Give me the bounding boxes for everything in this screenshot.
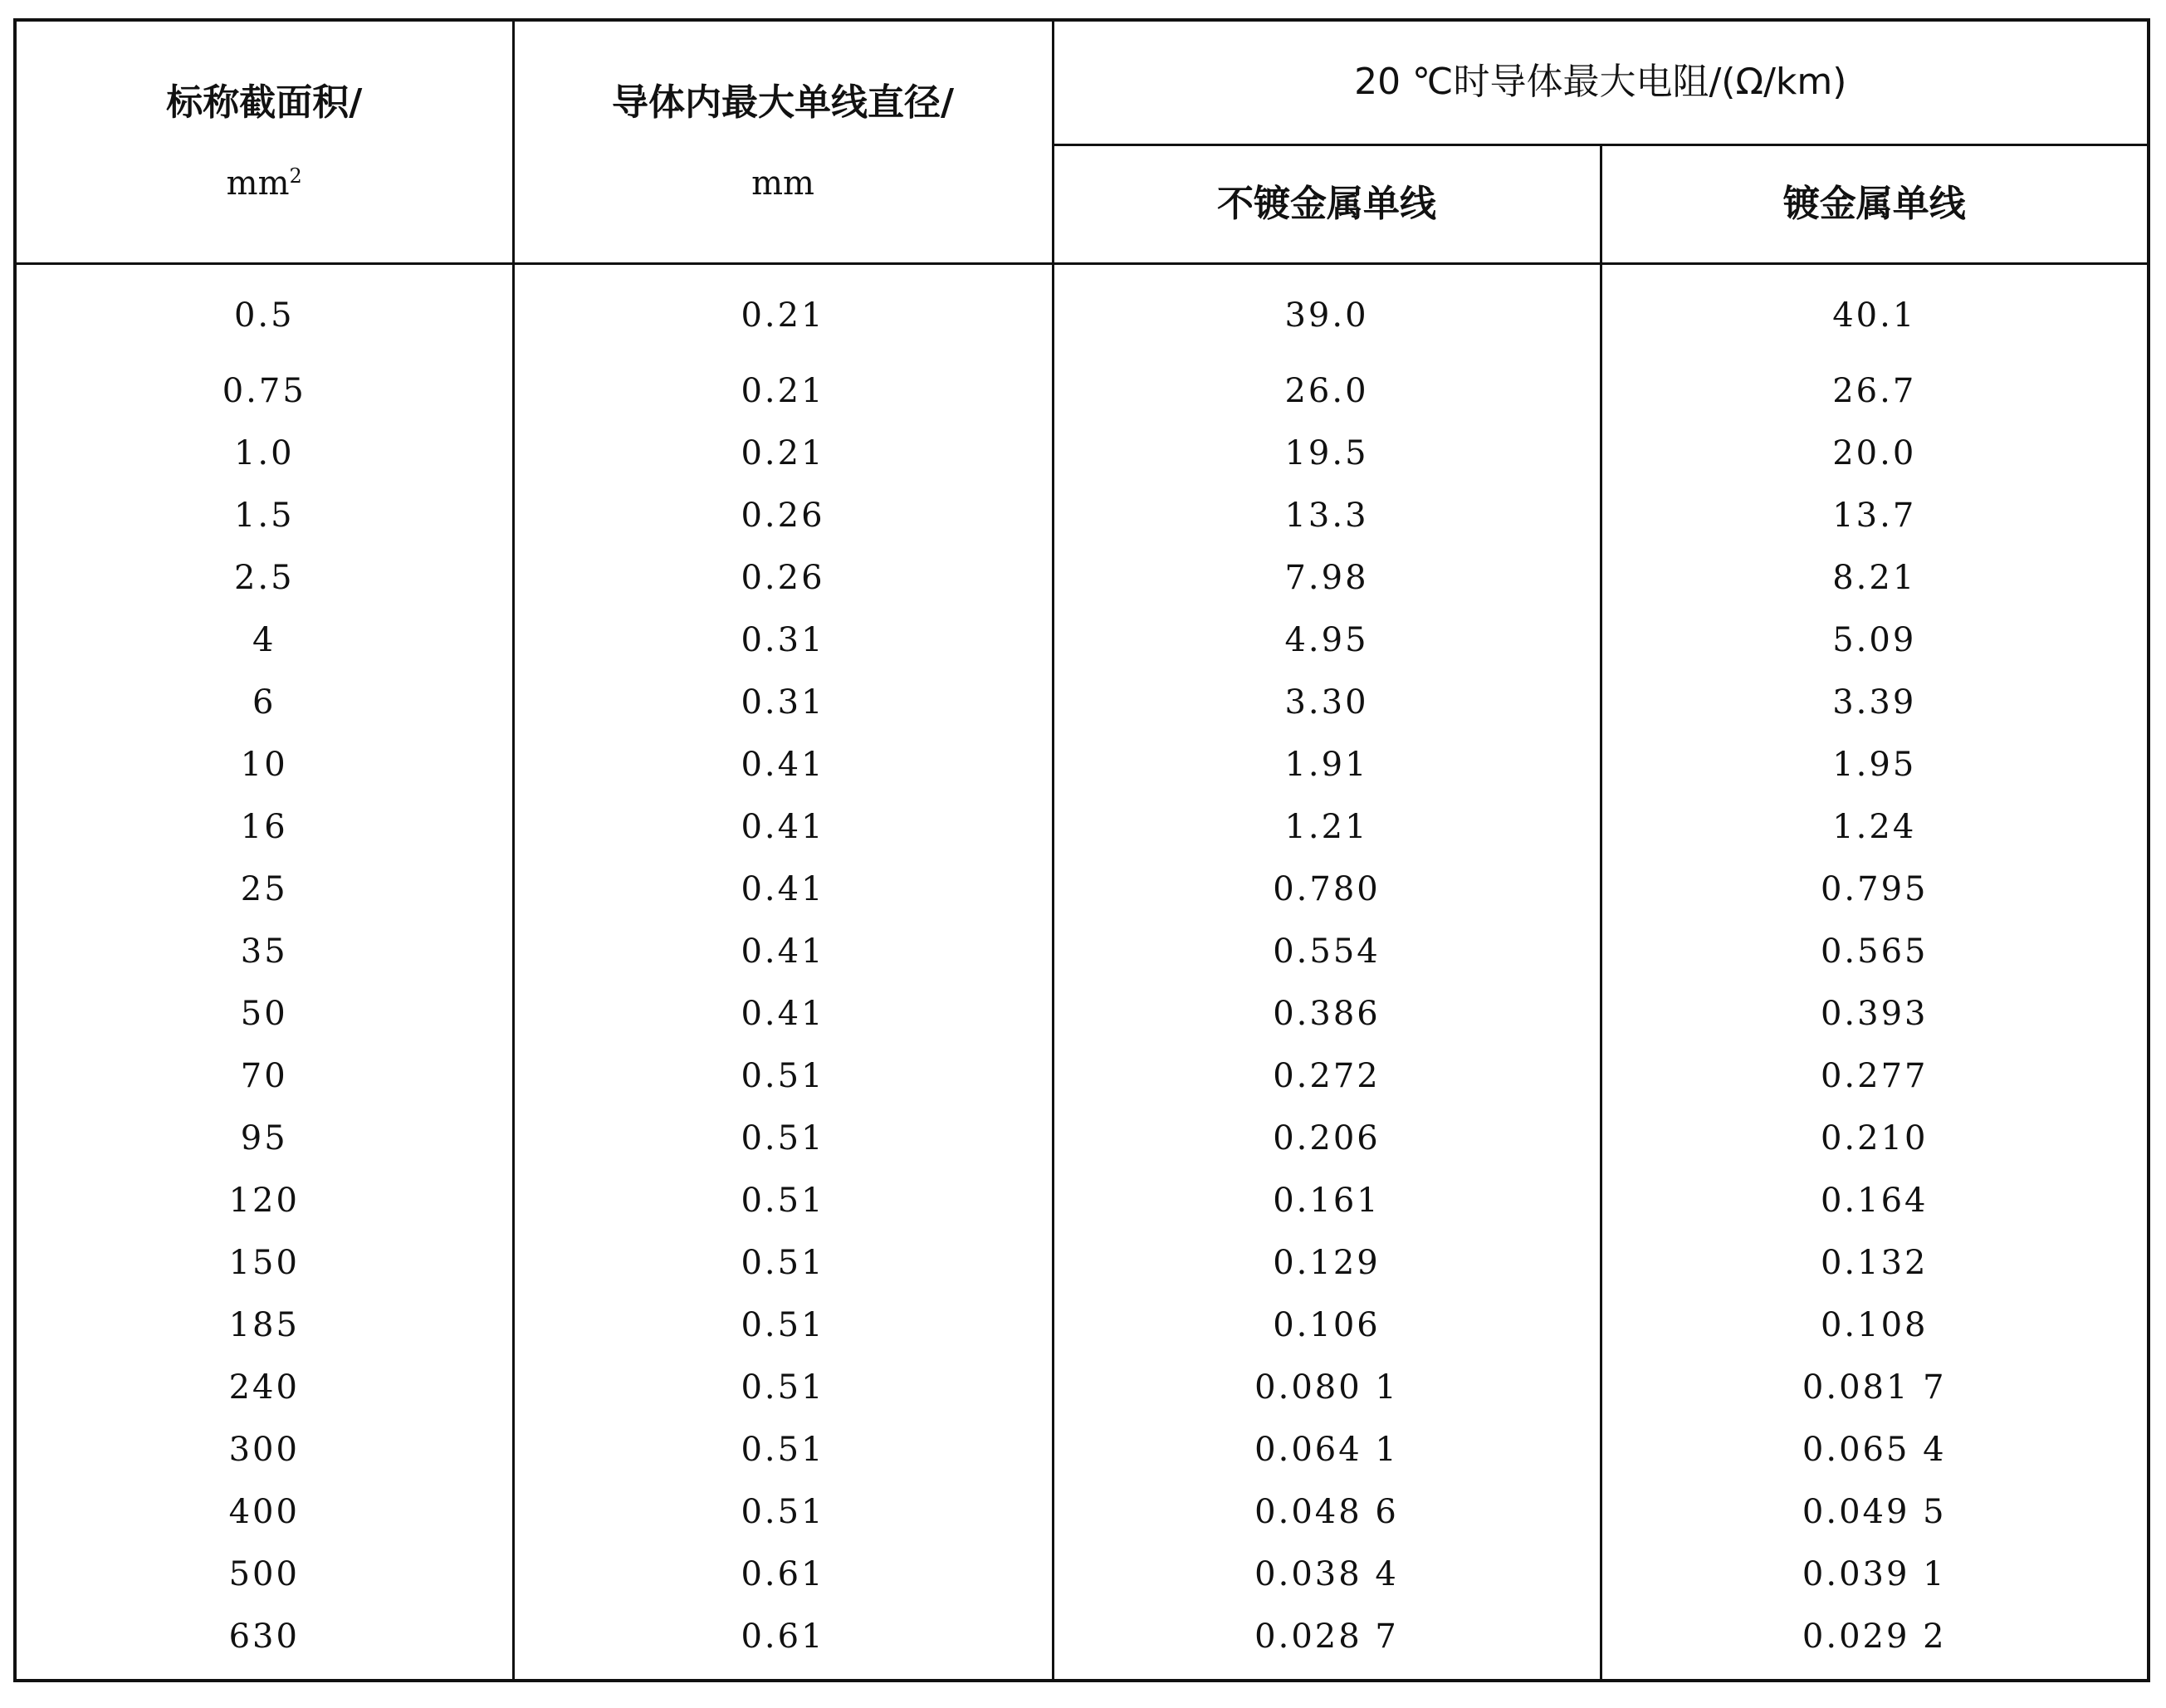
cell-resistance-coated: 0.049 5 bbox=[1601, 1480, 2149, 1543]
cell-wire-diameter: 0.21 bbox=[513, 345, 1053, 422]
cell-resistance-uncoated: 0.028 7 bbox=[1053, 1605, 1601, 1681]
header-max-resistance: 20 ℃时导体最大电阻/(Ω/km) bbox=[1053, 20, 2149, 144]
cell-wire-diameter: 0.26 bbox=[513, 484, 1053, 546]
cell-resistance-uncoated: 1.21 bbox=[1053, 795, 1601, 858]
cell-resistance-coated: 0.210 bbox=[1601, 1107, 2149, 1169]
table-row bbox=[15, 1480, 2149, 1543]
cell-cross-section: 25 bbox=[15, 858, 513, 920]
cell-cross-section: 6 bbox=[15, 671, 513, 733]
cell-resistance-uncoated: 39.0 bbox=[1053, 264, 1601, 345]
cell-wire-diameter: 0.31 bbox=[513, 671, 1053, 733]
cell-resistance-coated: 13.7 bbox=[1601, 484, 2149, 546]
cell-resistance-coated: 0.029 2 bbox=[1601, 1605, 2149, 1681]
table-row bbox=[15, 1418, 2149, 1480]
cell-resistance-uncoated: 0.038 4 bbox=[1053, 1543, 1601, 1605]
cell-wire-diameter: 0.51 bbox=[513, 1231, 1053, 1294]
cell-cross-section: 2.5 bbox=[15, 546, 513, 609]
cell-wire-diameter: 0.51 bbox=[513, 1107, 1053, 1169]
cell-resistance-coated: 3.39 bbox=[1601, 671, 2149, 733]
cell-wire-diameter: 0.61 bbox=[513, 1605, 1053, 1681]
cell-resistance-coated: 0.393 bbox=[1601, 982, 2149, 1045]
cell-resistance-coated: 0.039 1 bbox=[1601, 1543, 2149, 1605]
table-row bbox=[15, 1543, 2149, 1605]
conductor-resistance-table bbox=[13, 18, 2150, 1682]
cell-wire-diameter: 0.31 bbox=[513, 609, 1053, 671]
cell-resistance-uncoated: 0.780 bbox=[1053, 858, 1601, 920]
cell-resistance-uncoated: 0.386 bbox=[1053, 982, 1601, 1045]
cell-resistance-uncoated: 0.080 1 bbox=[1053, 1356, 1601, 1418]
cell-resistance-uncoated: 4.95 bbox=[1053, 609, 1601, 671]
cell-resistance-coated: 20.0 bbox=[1601, 422, 2149, 484]
cell-wire-diameter: 0.51 bbox=[513, 1294, 1053, 1356]
cell-wire-diameter: 0.41 bbox=[513, 920, 1053, 982]
cell-resistance-coated: 0.065 4 bbox=[1601, 1418, 2149, 1480]
cell-resistance-coated: 40.1 bbox=[1601, 264, 2149, 345]
cell-cross-section: 1.5 bbox=[15, 484, 513, 546]
table-row bbox=[15, 858, 2149, 920]
document-page bbox=[13, 18, 2147, 1682]
cell-resistance-uncoated: 0.064 1 bbox=[1053, 1418, 1601, 1480]
cell-cross-section: 0.5 bbox=[15, 264, 513, 345]
table-row bbox=[15, 920, 2149, 982]
cell-resistance-coated: 5.09 bbox=[1601, 609, 2149, 671]
cell-resistance-coated: 26.7 bbox=[1601, 345, 2149, 422]
cell-resistance-uncoated: 0.161 bbox=[1053, 1169, 1601, 1231]
table-row bbox=[15, 1045, 2149, 1107]
header-cross-section-title: 标称截面积/ bbox=[166, 81, 363, 124]
header-cross-section bbox=[15, 20, 513, 264]
cell-resistance-uncoated: 0.048 6 bbox=[1053, 1480, 1601, 1543]
cell-wire-diameter: 0.41 bbox=[513, 982, 1053, 1045]
cell-resistance-uncoated: 26.0 bbox=[1053, 345, 1601, 422]
cell-cross-section: 1.0 bbox=[15, 422, 513, 484]
header-max-wire-diameter bbox=[513, 20, 1053, 264]
cell-resistance-coated: 0.081 7 bbox=[1601, 1356, 2149, 1418]
table-body bbox=[15, 264, 2149, 1681]
header-coated-wire: 镀金属单线 bbox=[1601, 144, 2149, 264]
cell-cross-section: 95 bbox=[15, 1107, 513, 1169]
cell-resistance-coated: 0.108 bbox=[1601, 1294, 2149, 1356]
cell-cross-section: 10 bbox=[15, 733, 513, 795]
cell-cross-section: 50 bbox=[15, 982, 513, 1045]
table-row bbox=[15, 1356, 2149, 1418]
cell-wire-diameter: 0.21 bbox=[513, 422, 1053, 484]
cell-cross-section: 185 bbox=[15, 1294, 513, 1356]
table-row bbox=[15, 264, 2149, 345]
cell-resistance-uncoated: 1.91 bbox=[1053, 733, 1601, 795]
cell-cross-section: 35 bbox=[15, 920, 513, 982]
cell-cross-section: 70 bbox=[15, 1045, 513, 1107]
cell-wire-diameter: 0.41 bbox=[513, 858, 1053, 920]
cell-cross-section: 300 bbox=[15, 1418, 513, 1480]
table-row bbox=[15, 1169, 2149, 1231]
table-row bbox=[15, 422, 2149, 484]
cell-cross-section: 16 bbox=[15, 795, 513, 858]
cell-resistance-coated: 0.132 bbox=[1601, 1231, 2149, 1294]
cell-resistance-uncoated: 0.554 bbox=[1053, 920, 1601, 982]
cell-cross-section: 500 bbox=[15, 1543, 513, 1605]
cell-wire-diameter: 0.51 bbox=[513, 1045, 1053, 1107]
cell-resistance-coated: 0.795 bbox=[1601, 858, 2149, 920]
header-uncoated-wire: 不镀金属单线 bbox=[1053, 144, 1601, 264]
cell-resistance-uncoated: 13.3 bbox=[1053, 484, 1601, 546]
cell-cross-section: 0.75 bbox=[15, 345, 513, 422]
cell-resistance-uncoated: 0.106 bbox=[1053, 1294, 1601, 1356]
table-row bbox=[15, 733, 2149, 795]
cell-wire-diameter: 0.21 bbox=[513, 264, 1053, 345]
cell-resistance-coated: 0.277 bbox=[1601, 1045, 2149, 1107]
cell-wire-diameter: 0.41 bbox=[513, 733, 1053, 795]
cell-resistance-uncoated: 19.5 bbox=[1053, 422, 1601, 484]
cell-resistance-uncoated: 0.272 bbox=[1053, 1045, 1601, 1107]
cell-resistance-uncoated: 0.129 bbox=[1053, 1231, 1601, 1294]
cell-resistance-coated: 1.24 bbox=[1601, 795, 2149, 858]
table-header bbox=[15, 20, 2149, 264]
cell-wire-diameter: 0.51 bbox=[513, 1418, 1053, 1480]
cell-cross-section: 150 bbox=[15, 1231, 513, 1294]
table-row bbox=[15, 546, 2149, 609]
table-row bbox=[15, 671, 2149, 733]
cell-resistance-coated: 0.164 bbox=[1601, 1169, 2149, 1231]
table-row bbox=[15, 795, 2149, 858]
cell-wire-diameter: 0.41 bbox=[513, 795, 1053, 858]
table-row bbox=[15, 609, 2149, 671]
table-row bbox=[15, 982, 2149, 1045]
header-max-wire-diameter-unit: mm bbox=[751, 164, 814, 203]
cell-wire-diameter: 0.51 bbox=[513, 1480, 1053, 1543]
cell-cross-section: 400 bbox=[15, 1480, 513, 1543]
cell-resistance-uncoated: 7.98 bbox=[1053, 546, 1601, 609]
table-row bbox=[15, 484, 2149, 546]
cell-cross-section: 4 bbox=[15, 609, 513, 671]
cell-cross-section: 630 bbox=[15, 1605, 513, 1681]
cell-wire-diameter: 0.51 bbox=[513, 1169, 1053, 1231]
cell-resistance-uncoated: 0.206 bbox=[1053, 1107, 1601, 1169]
header-max-wire-diameter-title: 导体内最大单线直径/ bbox=[611, 81, 955, 124]
cell-cross-section: 240 bbox=[15, 1356, 513, 1418]
header-cross-section-unit: $mm^2$ bbox=[226, 164, 302, 203]
cell-resistance-coated: 0.565 bbox=[1601, 920, 2149, 982]
cell-resistance-coated: 8.21 bbox=[1601, 546, 2149, 609]
table-row bbox=[15, 345, 2149, 422]
cell-resistance-uncoated: 3.30 bbox=[1053, 671, 1601, 733]
table-row bbox=[15, 1605, 2149, 1681]
cell-cross-section: 120 bbox=[15, 1169, 513, 1231]
cell-wire-diameter: 0.61 bbox=[513, 1543, 1053, 1605]
table-row bbox=[15, 1107, 2149, 1169]
cell-resistance-coated: 1.95 bbox=[1601, 733, 2149, 795]
cell-wire-diameter: 0.26 bbox=[513, 546, 1053, 609]
table-row bbox=[15, 1231, 2149, 1294]
cell-wire-diameter: 0.51 bbox=[513, 1356, 1053, 1418]
table-row bbox=[15, 1294, 2149, 1356]
